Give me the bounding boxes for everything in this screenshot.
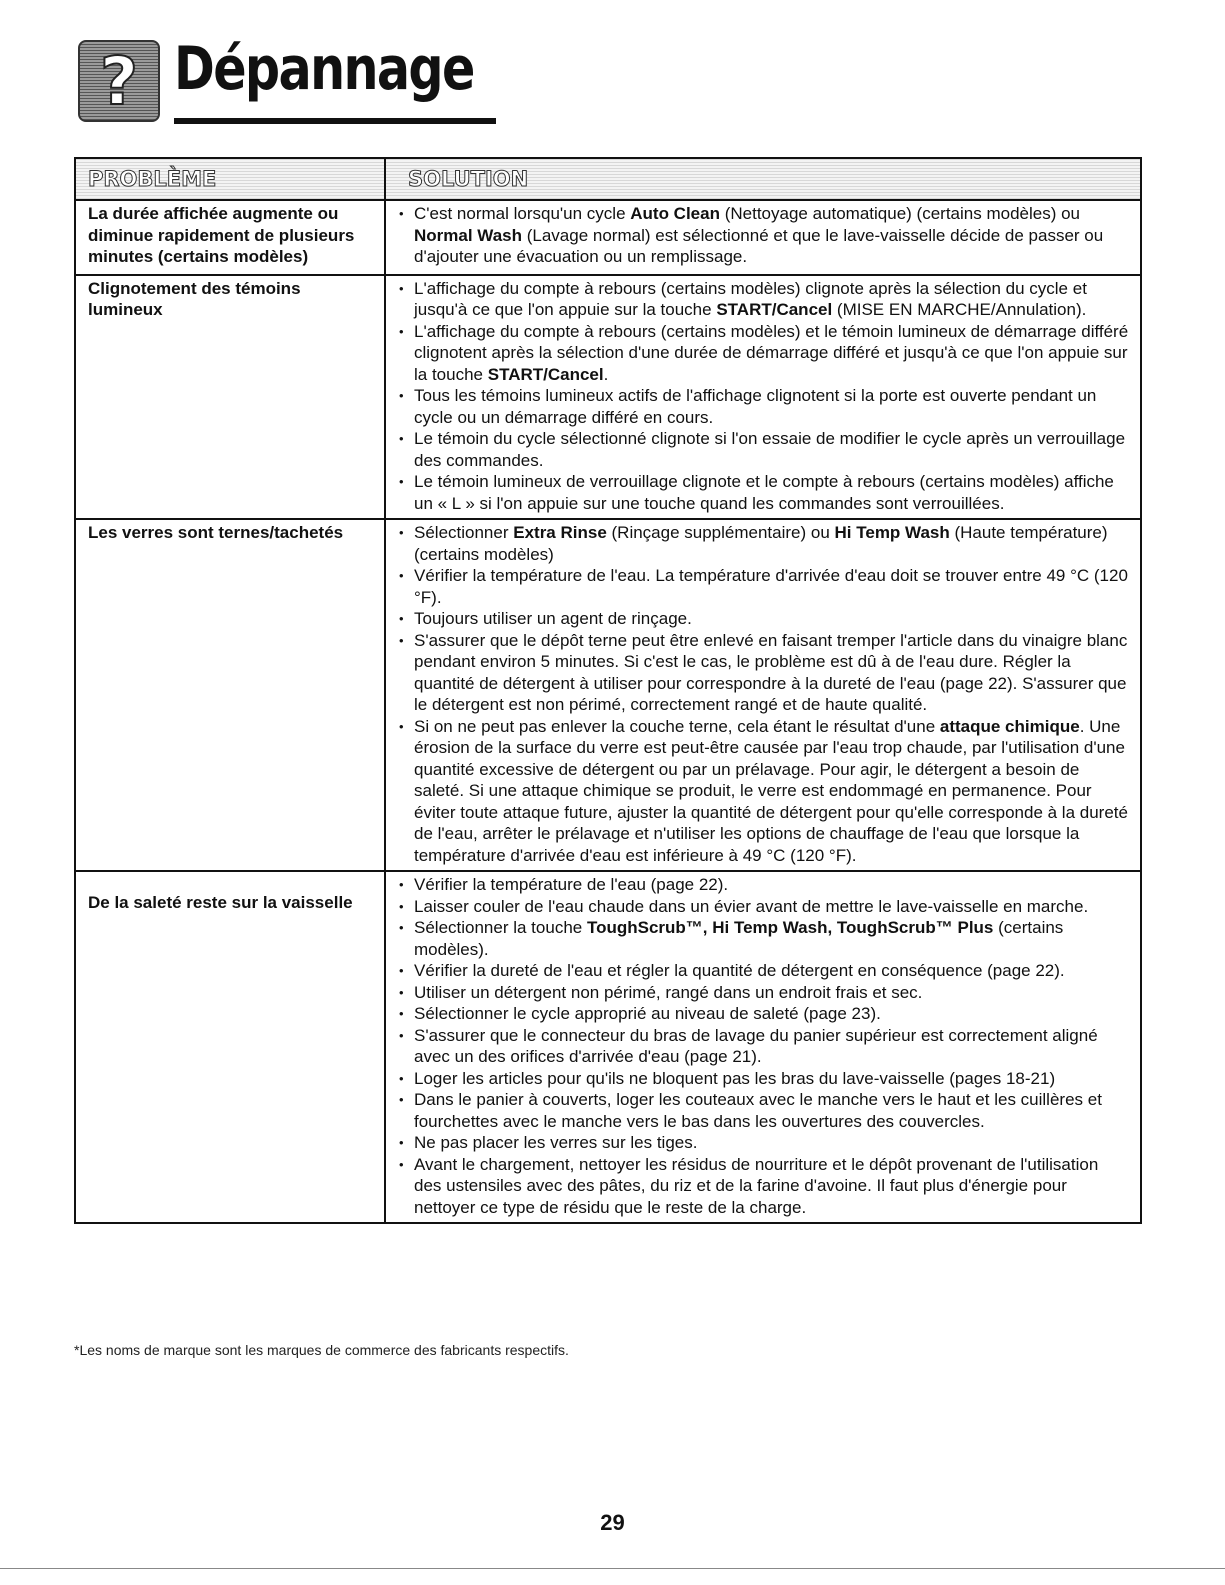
solution-item (396, 522, 1130, 565)
solution-text: Vérifier la température de l'eau. La température d'arrivée d'eau doit se trouver entre 49 °C (120 °F). (414, 566, 1128, 607)
solution-text: C'est normal lorsqu'un cycle (414, 204, 631, 223)
page-title: Dépannage (174, 34, 474, 104)
solution-text: L'affichage du compte à rebours (certains modèles) clignote après la sélection du cycle et jusqu'à ce que l'on appuie sur la touche (414, 278, 1087, 319)
solution-text: Avant le chargement, nettoyer les résidus de nourriture et le dépôt provenant de l'utilisation des ustensiles avec des pâtes, du riz et de la farine d'avoine. Il faut plus d'énergie pour nettoyer ce type de résidu que le reste de la charge. (414, 1154, 1099, 1217)
solution-text: Ne pas placer les verres sur les tiges. (414, 1133, 698, 1152)
solution-item (396, 385, 1130, 428)
solution-bold-text: Normal Wash (414, 225, 523, 245)
solution-text: Le témoin du cycle sélectionné clignote si l'on essaie de modifier le cycle après un verrouillage des commandes. (414, 429, 1126, 470)
solution-text: . (603, 364, 609, 384)
solution-text: (Lavage normal) est sélectionné et que le lave-vaisselle décide de passer ou d'ajouter une évacuation ou un remplissage. (414, 225, 1104, 266)
solution-item (396, 1089, 1130, 1132)
solution-text: S'assurer que le connecteur du bras de lavage du panier supérieur est correctement aligné avec un des orifices d'arrivée d'eau (page 21). (414, 1025, 1098, 1066)
table-row (76, 872, 1140, 1222)
problem-cell: Clignotement des témoins lumineux (76, 276, 386, 519)
problem-cell: La durée affichée augmente ou diminue rapidement de plusieurs minutes (certains modèles) (76, 201, 386, 274)
solution-item (396, 1068, 1130, 1090)
solution-item (396, 1003, 1130, 1025)
solution-text: Sélectionner le cycle approprié au niveau de saleté (page 23). (414, 1004, 881, 1023)
question-mark-icon: ? (78, 40, 160, 122)
bottom-divider (0, 1568, 1225, 1569)
solution-item (396, 321, 1130, 386)
solution-text: Vérifier la dureté de l'eau et régler la quantité de détergent en conséquence (page 22). (414, 961, 1065, 980)
table-row (76, 520, 1140, 872)
solution-item (396, 608, 1130, 630)
solution-text: Tous les témoins lumineux actifs de l'affichage clignotent si la porte est ouverte pendant un cycle ou un démarrage différé en cours. (414, 386, 1097, 427)
solution-text: Vérifier la température de l'eau (page 22). (414, 875, 729, 894)
solution-item (396, 278, 1130, 321)
solution-item (396, 1132, 1130, 1154)
solution-bold-text: Extra Rinse (513, 523, 607, 542)
solution-bold-text: attaque chimique (939, 716, 1080, 736)
solution-cell (386, 276, 1140, 519)
solution-text: (MISE EN MARCHE/Annulation). (832, 300, 1087, 319)
solution-cell (386, 520, 1140, 870)
solution-text: Utiliser un détergent non périmé, rangé dans un endroit frais et sec. (414, 982, 923, 1002)
solution-text: Sélectionner la touche (414, 918, 587, 937)
solution-text: Si on ne peut pas enlever la couche terne, cela étant le résultat d'une (414, 716, 940, 736)
solution-text: S'assurer que le dépôt terne peut être enlevé en faisant tremper l'article dans du vinaigre blanc pendant environ 5 minutes. Si c'est le cas, le problème est dû à de l'eau dure. Régler la quantité de détergent à utiliser pour correspondre à la dureté de l'eau (page 22). S'assurer que le détergent est non périmé, correctement rangé et de haute qualité. (414, 630, 1128, 714)
solution-bold-text: START/Cancel (716, 300, 833, 319)
solution-item (396, 565, 1130, 608)
solution-item (396, 1025, 1130, 1068)
solution-cell (386, 201, 1140, 274)
solution-text: L'affichage du compte à rebours (certains modèles) et le témoin lumineux de démarrage différé clignotent après la sélection d'une durée de démarrage différé et jusqu'à ce que l'on appuie sur la touche (414, 321, 1129, 384)
solution-text: (Nettoyage automatique) (certains modèles) ou (719, 204, 1080, 223)
solution-item (396, 917, 1130, 960)
solution-item (396, 716, 1130, 867)
solution-item (396, 471, 1130, 514)
solution-text: (certains modèles). (414, 918, 1064, 959)
solution-item (396, 960, 1130, 982)
solution-item (396, 428, 1130, 471)
solution-cell (386, 872, 1140, 1222)
solution-item (396, 896, 1130, 918)
solution-item (396, 630, 1130, 716)
table-row (76, 276, 1140, 521)
problem-cell: De la saleté reste sur la vaisselle (76, 872, 386, 1222)
solution-item (396, 1154, 1130, 1219)
problem-cell: Les verres sont ternes/tachetés (76, 520, 386, 870)
solution-text: . Une érosion de la surface du verre est peut-être causée par l'eau trop chaude, par l'utilisation d'une quantité excessive de détergent ou par un prélavage. Pour agir, le détergent a besoin de saleté. Si une attaque chimique se produit, le verre est endommagé en permanence. Pour éviter toute attaque future, ajuster la quantité de détergent pour qu'elle corresponde à la dureté de l'eau, arrêter le prélavage et n'utiliser les options de chauffage de l'eau que lorsque la température d'arrivée d'eau est inférieure à 49 °C (120 °F). (414, 716, 1128, 865)
solution-text: Dans le panier à couverts, loger les couteaux avec le manche vers le haut et les cuillères et fourchettes avec le manche vers le bas dans les ouvertures des couvercles. (414, 1090, 1102, 1131)
solution-text: Laisser couler de l'eau chaude dans un évier avant de mettre le lave-vaisselle en marche. (414, 896, 1089, 916)
troubleshooting-table (74, 157, 1142, 1224)
solution-item (396, 874, 1130, 896)
solution-item (396, 203, 1130, 268)
solution-text: (Rinçage supplémentaire) ou (606, 523, 835, 542)
solution-text: Toujours utiliser un agent de rinçage. (414, 609, 692, 628)
solution-text: Loger les articles pour qu'ils ne bloquent pas les bras du lave-vaisselle (pages 18-21) (414, 1068, 1056, 1088)
table-row (76, 201, 1140, 276)
solution-bold-text: Hi Temp Wash (834, 523, 950, 542)
solution-bold-text: Auto Clean (630, 204, 720, 223)
solution-item (396, 982, 1130, 1004)
title-underline (174, 118, 496, 124)
table-body (76, 201, 1140, 1222)
header-problem: PROBLÈME (76, 159, 386, 199)
solution-text: Le témoin lumineux de verrouillage clignote et le compte à rebours (certains modèles) affiche un « L » si l'on appuie sur une touche quand les commandes sont verrouillées. (414, 472, 1114, 513)
solution-text: Sélectionner (414, 523, 514, 542)
footnote: *Les noms de marque sont les marques de commerce des fabricants respectifs. (74, 1342, 569, 1358)
header-solution: SOLUTION (408, 167, 529, 191)
solution-text: (Haute température) (certains modèles) (414, 523, 1108, 564)
solution-bold-text: ToughScrub™, Hi Temp Wash, ToughScrub™ Plus (586, 918, 994, 937)
table-header (76, 159, 1140, 201)
page-number: 29 (600, 1510, 625, 1535)
solution-bold-text: START/Cancel (487, 364, 604, 384)
